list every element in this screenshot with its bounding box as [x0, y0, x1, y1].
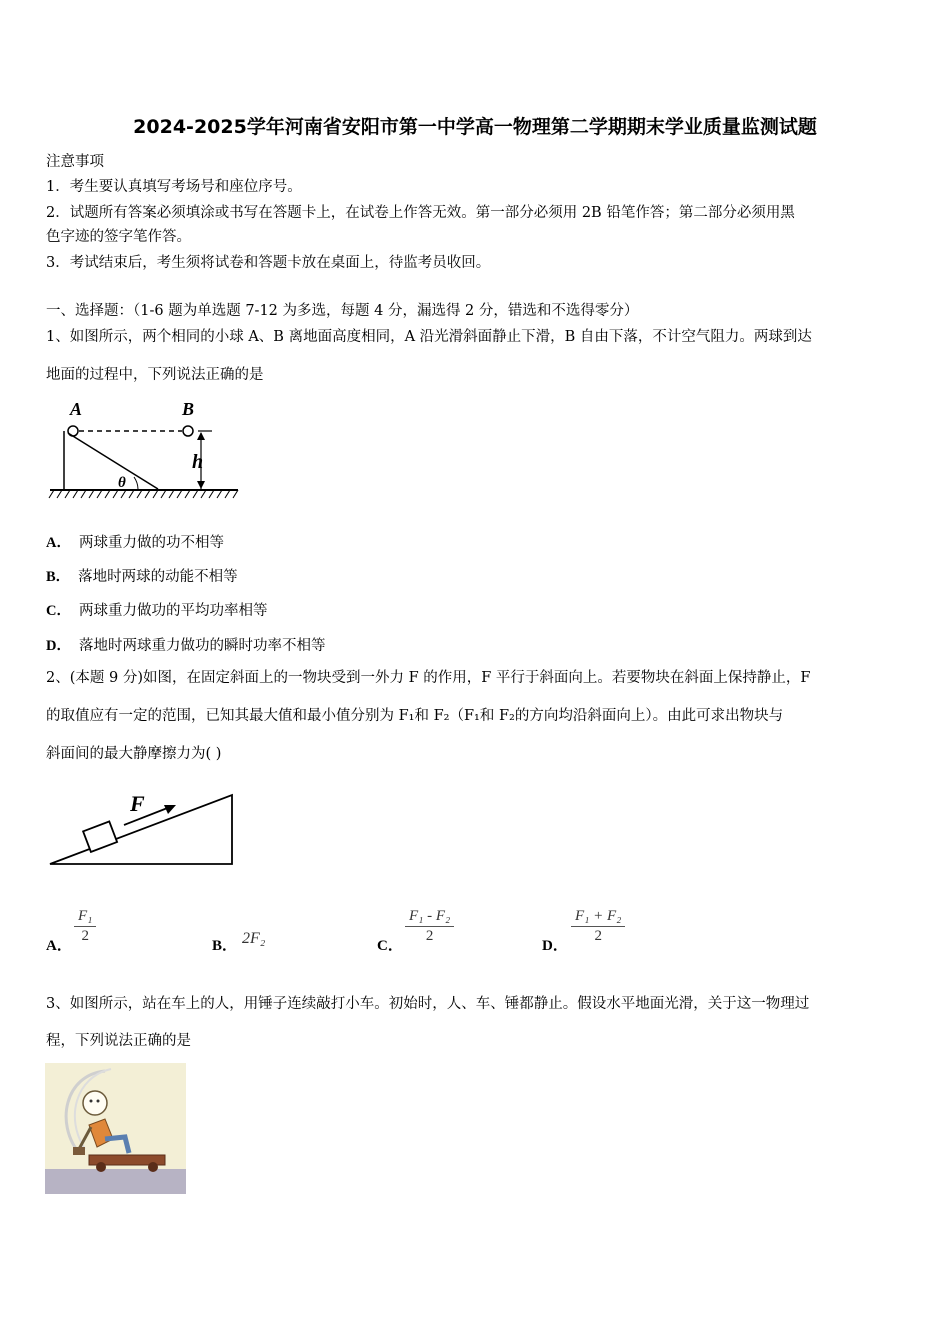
- notice-item: 2．试题所有答案必须填涂或书写在答题卡上，在试卷上作答无效。第一部分必须用 2B 铅笔作答；第二部分必须用黑: [46, 205, 795, 221]
- theta-arc: [134, 477, 138, 489]
- label-theta: θ: [118, 475, 126, 491]
- person-head: [83, 1091, 107, 1115]
- fraction-denominator: 2: [81, 928, 89, 944]
- h-arrow-up: [197, 432, 205, 440]
- q2-choice-d-letter: D．: [542, 938, 568, 954]
- q2-choice-b-expression: 2F₂: [242, 930, 266, 947]
- notice-item: 3．考试结束后，考生须将试卷和答题卡放在桌面上，待监考员收回。: [46, 255, 491, 271]
- q3-cart-illustration: [45, 1063, 186, 1194]
- fraction-denominator: 2: [594, 928, 602, 944]
- notice-item: 1．考生要认真填写考场号和座位序号。: [46, 179, 302, 195]
- fraction-denominator: 2: [425, 928, 434, 944]
- cart-wheel-left: [96, 1162, 106, 1172]
- ground: [45, 1169, 186, 1194]
- option-letter: B．: [46, 569, 71, 585]
- q1-stem-line1: 1、如图所示，两个相同的小球 A、B 离地面高度相同，A 沿光滑斜面静止下滑，B 自由下落，不计空气阻力。两球到达: [46, 329, 812, 345]
- option-letter: A．: [46, 535, 71, 551]
- option-text: 两球重力做的功不相等: [78, 535, 224, 551]
- label-ball-a: A: [70, 399, 83, 419]
- q2-incline-figure: [46, 785, 242, 871]
- q2-choice-b-letter: B．: [212, 938, 238, 954]
- option-text: 落地时两球重力做功的瞬时功率不相等: [78, 638, 326, 654]
- label-ball-b: B: [182, 399, 195, 419]
- q2-stem-line2: 的取值应有一定的范围，已知其最大值和最小值分别为 F₁和 F₂（F₁和 F₂的方向均沿斜面向上）。由此可求出物块与: [46, 708, 784, 724]
- h-arrow-down: [197, 481, 205, 489]
- notice-heading: 注意事项: [46, 154, 104, 170]
- q1-option-d: [46, 634, 325, 655]
- label-h: h: [192, 451, 204, 473]
- q2-stem-line1: 2、(本题 9 分)如图，在固定斜面上的一物块受到一外力 F 的作用，F 平行于斜面向上。若要物块在斜面上保持静止，F: [46, 670, 811, 686]
- cart-wheel-right: [148, 1162, 158, 1172]
- fraction-numerator: F₁ - F₂: [405, 908, 454, 927]
- notice-item: 色字迹的签字笔作答。: [46, 229, 191, 245]
- label-f: F: [130, 791, 145, 816]
- q1-option-c: [46, 599, 267, 620]
- q1-option-a: [46, 531, 224, 552]
- q3-stem-line2: 程，下列说法正确的是: [46, 1033, 191, 1049]
- option-text: 两球重力做功的平均功率相等: [78, 603, 268, 619]
- q1-option-b: [46, 565, 238, 586]
- option-letter: C．: [46, 603, 71, 619]
- q2-choice-c-fraction: [405, 908, 454, 945]
- page-title: 2024-2025学年河南省安阳市第一中学高一物理第二学期期末学业质量监测试题: [133, 116, 817, 138]
- block: [83, 821, 117, 852]
- fraction-numerator: F₁: [74, 908, 96, 927]
- incline-slope: [68, 433, 158, 489]
- fraction-numerator: F₁ + F₂: [571, 908, 625, 927]
- q1-stem-line2: 地面的过程中，下列说法正确的是: [46, 367, 264, 383]
- q2-choice-c-letter: C．: [377, 938, 403, 954]
- q2-stem-line3: 斜面间的最大静摩擦力为( ): [46, 746, 222, 762]
- q1-incline-figure: [46, 395, 246, 505]
- q3-stem-line1: 3、如图所示，站在车上的人，用锤子连续敲打小车。初始时，人、车、锤都静止。假设水平地面光滑，关于这一物理过: [46, 996, 810, 1012]
- q2-choice-a-letter: A．: [46, 938, 72, 954]
- q2-choice-d-fraction: [571, 908, 625, 945]
- section-heading: 一、选择题：（1-6 题为单选题 7-12 为多选，每题 4 分，漏选得 2 分，错选和不选得零分）: [46, 303, 639, 319]
- option-text: 落地时两球的动能不相等: [78, 569, 238, 585]
- ground-hatch: [49, 490, 238, 498]
- option-letter: D．: [46, 638, 71, 654]
- q2-choice-a-fraction: [74, 908, 96, 945]
- ball-b: [183, 426, 193, 436]
- hammer-head: [73, 1147, 85, 1155]
